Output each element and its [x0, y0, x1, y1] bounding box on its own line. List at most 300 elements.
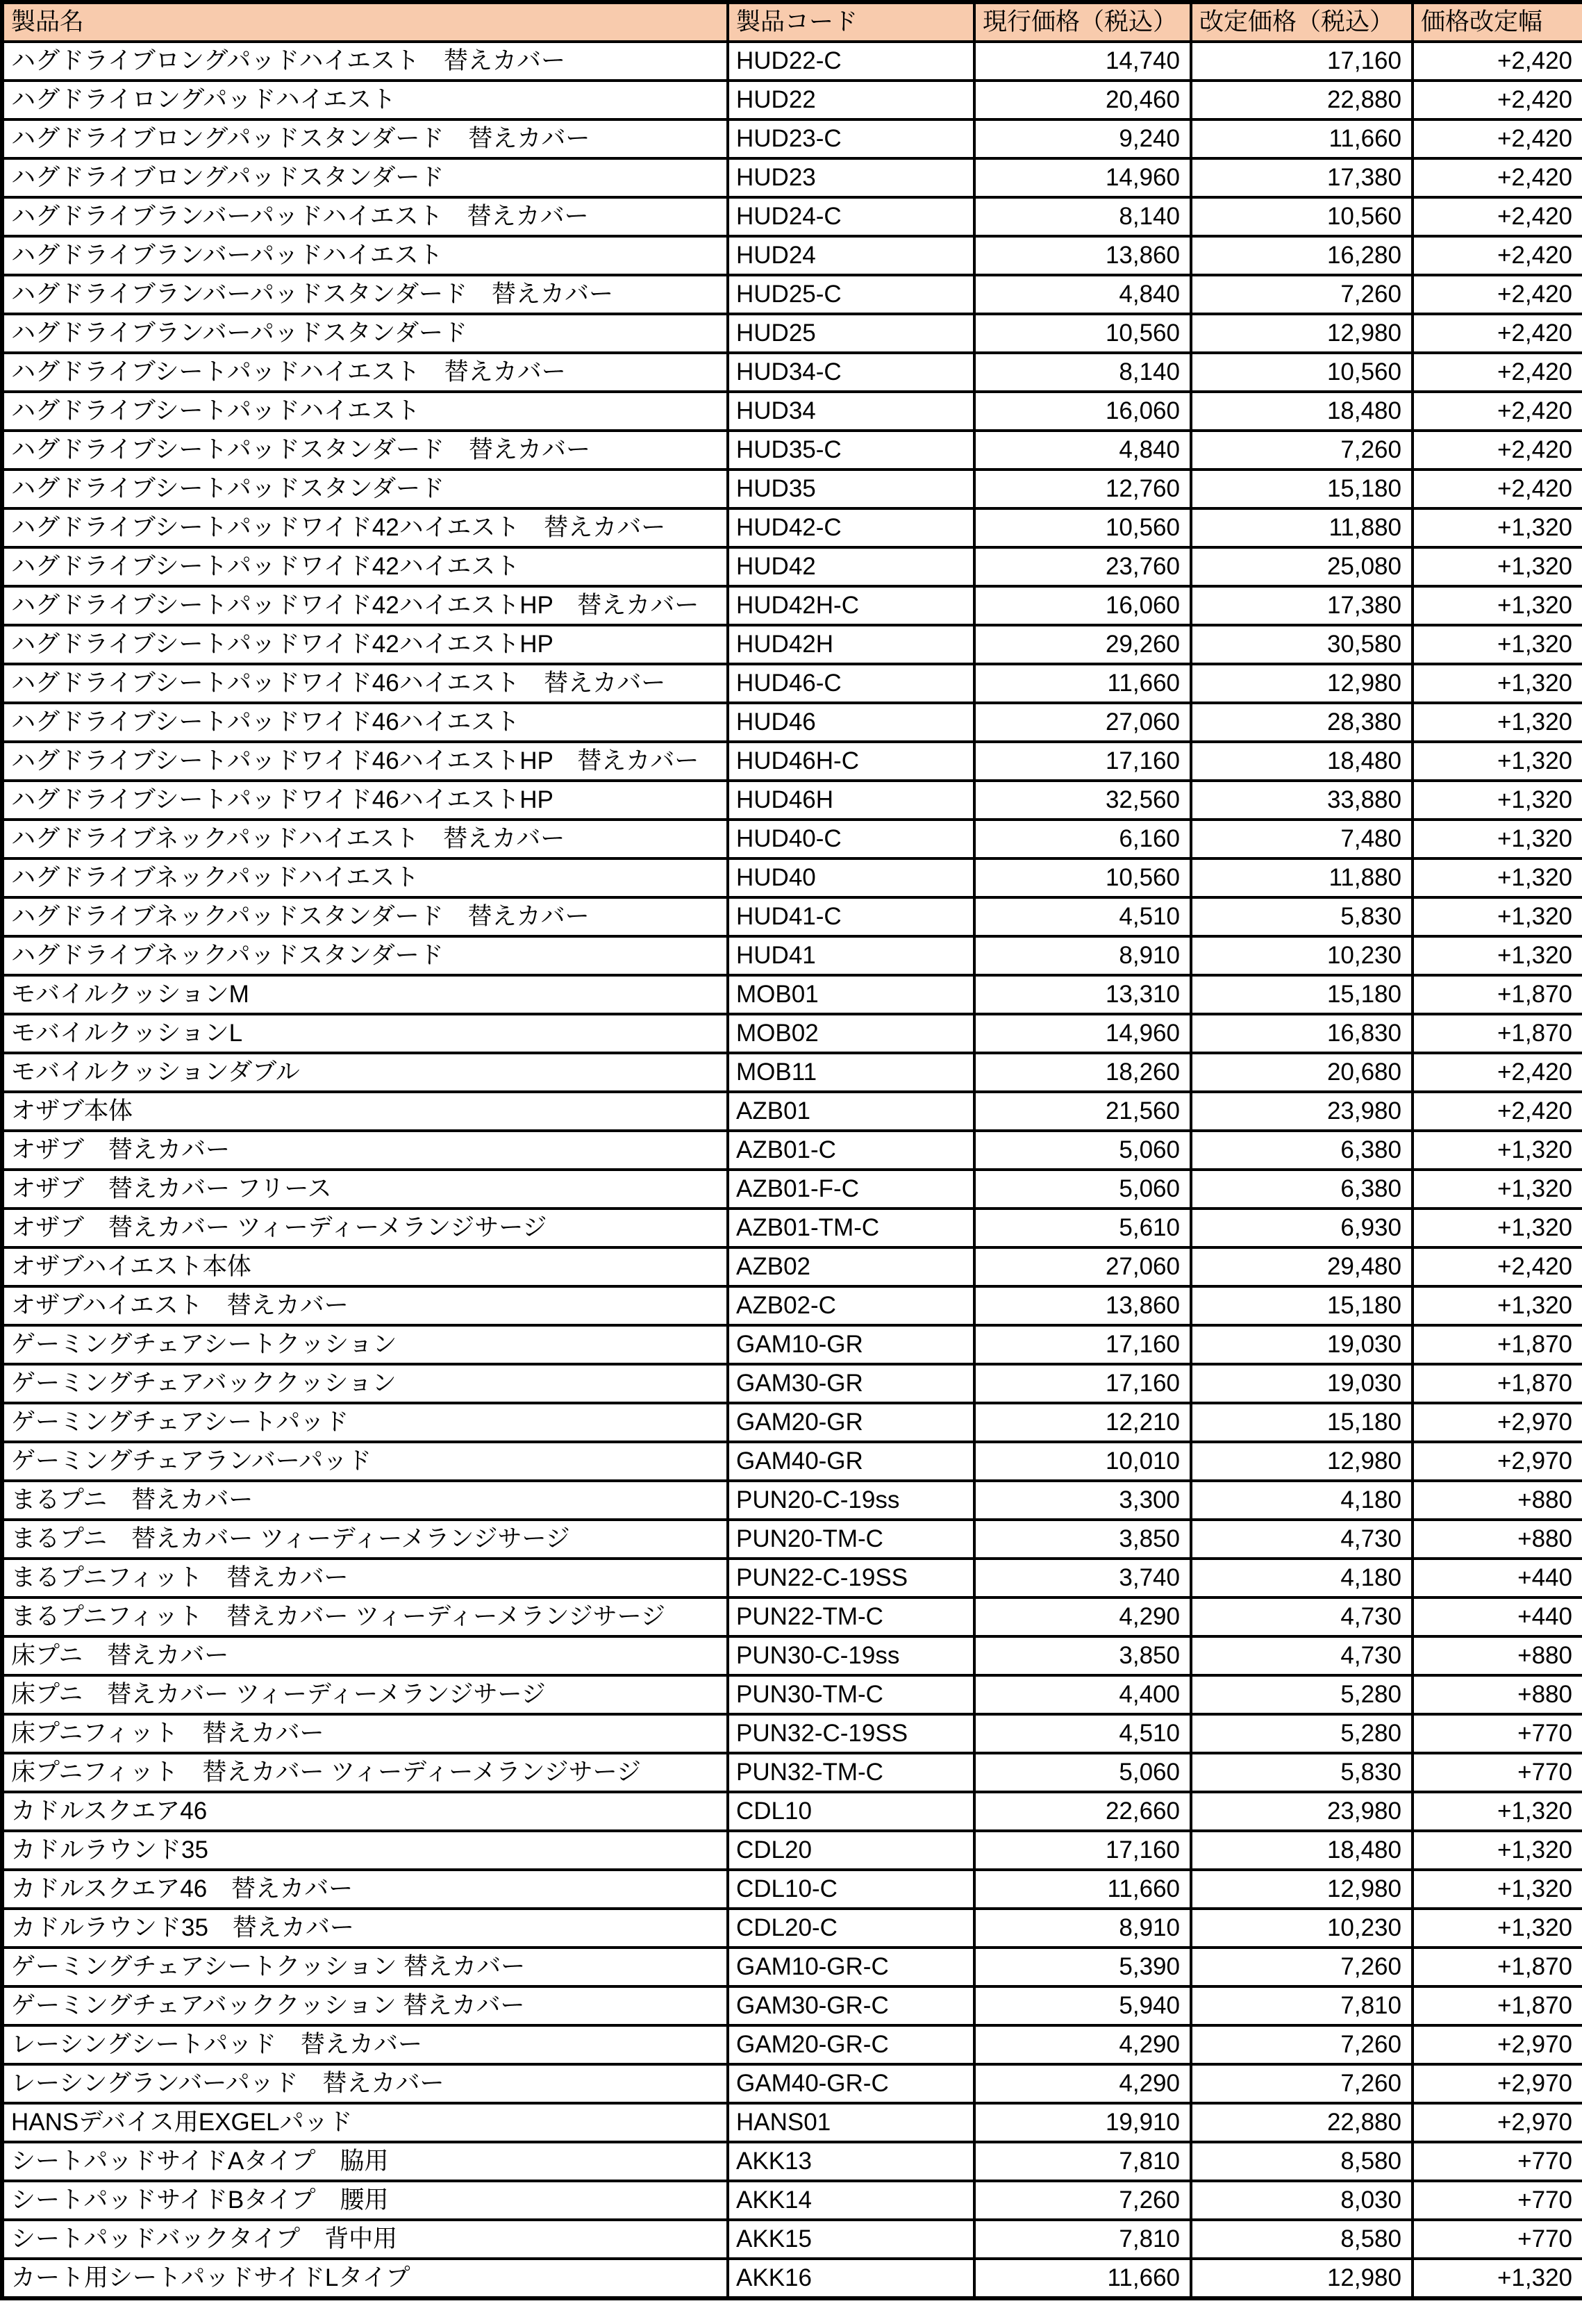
price-change-cell: +440 — [1413, 1559, 1582, 1597]
price-change-cell: +1,320 — [1413, 936, 1582, 975]
header-row — [2, 2, 1582, 42]
product-name-cell: HANSデバイス用EXGELパッド — [2, 2103, 728, 2142]
current-price-cell: 6,160 — [974, 820, 1191, 858]
revised-price-cell: 11,660 — [1191, 119, 1413, 158]
price-change-cell: +2,420 — [1413, 81, 1582, 119]
product-code-cell: HUD41-C — [728, 897, 974, 936]
product-name-cell: 床プニ 替えカバー ツィーディーメランジサージ — [2, 1675, 728, 1714]
price-change-cell: +440 — [1413, 1597, 1582, 1636]
current-price-cell: 10,560 — [974, 858, 1191, 897]
product-code-cell: AZB01-F-C — [728, 1170, 974, 1209]
current-price-cell: 29,260 — [974, 625, 1191, 664]
product-name-cell: オザブ 替えカバー — [2, 1131, 728, 1170]
current-price-cell: 18,260 — [974, 1053, 1191, 1092]
price-change-cell: +2,420 — [1413, 42, 1582, 81]
current-price-cell: 4,290 — [974, 2025, 1191, 2064]
price-change-cell: +2,420 — [1413, 236, 1582, 275]
product-name-cell: ハグドライブシートパッドワイド46ハイエスト 替えカバー — [2, 664, 728, 703]
table-row — [2, 625, 1582, 664]
product-code-cell: HUD35-C — [728, 431, 974, 470]
current-price-cell: 4,290 — [974, 1597, 1191, 1636]
product-code-cell: MOB11 — [728, 1053, 974, 1092]
table-row — [2, 1286, 1582, 1325]
product-code-cell: GAM10-GR-C — [728, 1948, 974, 1986]
product-code-cell: PUN22-C-19SS — [728, 1559, 974, 1597]
price-change-cell: +2,420 — [1413, 275, 1582, 314]
product-code-cell: CDL10-C — [728, 1870, 974, 1909]
price-change-cell: +1,320 — [1413, 1792, 1582, 1831]
price-change-cell: +770 — [1413, 2220, 1582, 2259]
price-change-cell: +1,320 — [1413, 703, 1582, 742]
product-name-cell: まるプニ 替えカバー ツィーディーメランジサージ — [2, 1520, 728, 1559]
price-change-cell: +1,320 — [1413, 858, 1582, 897]
product-name-cell: オザブ 替えカバー ツィーディーメランジサージ — [2, 1209, 728, 1247]
current-price-cell: 8,910 — [974, 1909, 1191, 1948]
product-name-cell: ハグドライブランバーパッドハイエスト — [2, 236, 728, 275]
price-change-cell: +1,870 — [1413, 1325, 1582, 1364]
revised-price-cell: 7,260 — [1191, 431, 1413, 470]
product-name-cell: ゲーミングチェアバッククッション — [2, 1364, 728, 1403]
current-price-cell: 4,840 — [974, 275, 1191, 314]
product-code-cell: HUD42-C — [728, 508, 974, 547]
price-change-cell: +1,320 — [1413, 1209, 1582, 1247]
revised-price-cell: 4,180 — [1191, 1559, 1413, 1597]
current-price-cell: 8,140 — [974, 353, 1191, 392]
product-name-cell: オザブ 替えカバー フリース — [2, 1170, 728, 1209]
price-change-cell: +1,320 — [1413, 508, 1582, 547]
table-row — [2, 197, 1582, 236]
product-name-cell: ハグドライブロングパッドスタンダード — [2, 158, 728, 197]
product-code-cell: PUN20-TM-C — [728, 1520, 974, 1559]
current-price-cell: 19,910 — [974, 2103, 1191, 2142]
product-name-cell: ハグドライブネックパッドスタンダード 替えカバー — [2, 897, 728, 936]
revised-price-cell: 18,480 — [1191, 392, 1413, 431]
product-name-cell: オザブ本体 — [2, 1092, 728, 1131]
table-row — [2, 742, 1582, 781]
table-row — [2, 2220, 1582, 2259]
table-row — [2, 703, 1582, 742]
product-name-cell: ハグドライブシートパッドワイド46ハイエストHP — [2, 781, 728, 820]
price-change-cell: +2,420 — [1413, 1247, 1582, 1286]
product-code-cell: PUN32-TM-C — [728, 1753, 974, 1792]
price-change-cell: +770 — [1413, 1753, 1582, 1792]
revised-price-cell: 28,380 — [1191, 703, 1413, 742]
product-code-cell: GAM40-GR — [728, 1442, 974, 1481]
revised-price-cell: 8,030 — [1191, 2181, 1413, 2220]
current-price-cell: 9,240 — [974, 119, 1191, 158]
product-name-cell: ハグドライブネックパッドスタンダード — [2, 936, 728, 975]
table-row — [2, 781, 1582, 820]
revised-price-cell: 11,880 — [1191, 508, 1413, 547]
product-name-cell: ゲーミングチェアシートクッション — [2, 1325, 728, 1364]
product-code-cell: CDL10 — [728, 1792, 974, 1831]
revised-price-cell: 16,280 — [1191, 236, 1413, 275]
product-name-cell: ハグドライブランバーパッドスタンダード 替えカバー — [2, 275, 728, 314]
table-row — [2, 1442, 1582, 1481]
product-code-cell: HUD35 — [728, 470, 974, 508]
product-name-cell: ハグドライブシートパッドワイド46ハイエストHP 替えカバー — [2, 742, 728, 781]
table-row — [2, 547, 1582, 586]
table-row — [2, 2103, 1582, 2142]
price-change-cell: +2,970 — [1413, 1442, 1582, 1481]
product-code-cell: AZB01-C — [728, 1131, 974, 1170]
revised-price-cell: 19,030 — [1191, 1325, 1413, 1364]
revised-price-cell: 4,180 — [1191, 1481, 1413, 1520]
table-row — [2, 1053, 1582, 1092]
price-change-cell: +2,420 — [1413, 470, 1582, 508]
price-change-cell: +2,420 — [1413, 158, 1582, 197]
revised-price-cell: 33,880 — [1191, 781, 1413, 820]
product-name-cell: 床プニフィット 替えカバー ツィーディーメランジサージ — [2, 1753, 728, 1792]
price-table-header — [2, 2, 1582, 42]
revised-price-cell: 17,380 — [1191, 158, 1413, 197]
current-price-cell: 3,850 — [974, 1520, 1191, 1559]
current-price-cell: 5,060 — [974, 1753, 1191, 1792]
price-change-cell: +1,320 — [1413, 547, 1582, 586]
current-price-cell: 14,960 — [974, 158, 1191, 197]
product-code-cell: PUN30-C-19ss — [728, 1636, 974, 1675]
current-price-cell: 3,850 — [974, 1636, 1191, 1675]
revised-price-cell: 6,930 — [1191, 1209, 1413, 1247]
table-row — [2, 508, 1582, 547]
price-change-cell: +1,320 — [1413, 1909, 1582, 1948]
current-price-cell: 14,740 — [974, 42, 1191, 81]
revised-price-cell: 19,030 — [1191, 1364, 1413, 1403]
current-price-cell: 7,810 — [974, 2142, 1191, 2181]
product-name-cell: モバイルクッションダブル — [2, 1053, 728, 1092]
current-price-cell: 4,510 — [974, 1714, 1191, 1753]
price-change-cell: +2,420 — [1413, 1053, 1582, 1092]
table-row — [2, 1325, 1582, 1364]
revised-price-cell: 10,230 — [1191, 936, 1413, 975]
current-price-cell: 5,060 — [974, 1170, 1191, 1209]
revised-price-cell: 12,980 — [1191, 664, 1413, 703]
price-change-cell: +1,320 — [1413, 664, 1582, 703]
product-name-cell: シートパッドバックタイプ 背中用 — [2, 2220, 728, 2259]
price-change-cell: +1,320 — [1413, 1286, 1582, 1325]
product-name-cell: カドルスクエア46 — [2, 1792, 728, 1831]
price-change-cell: +1,320 — [1413, 781, 1582, 820]
current-price-cell: 27,060 — [974, 1247, 1191, 1286]
table-row — [2, 936, 1582, 975]
table-row — [2, 2064, 1582, 2103]
revised-price-cell: 12,980 — [1191, 1442, 1413, 1481]
revised-price-cell: 12,980 — [1191, 1870, 1413, 1909]
product-code-cell: PUN20-C-19ss — [728, 1481, 974, 1520]
product-name-cell: ゲーミングチェアシートクッション 替えカバー — [2, 1948, 728, 1986]
product-name-cell: オザブハイエスト 替えカバー — [2, 1286, 728, 1325]
current-price-cell: 4,290 — [974, 2064, 1191, 2103]
column-header-product-code: 製品コード — [728, 2, 974, 42]
table-row — [2, 1481, 1582, 1520]
price-change-cell: +1,870 — [1413, 1364, 1582, 1403]
product-code-cell: AKK16 — [728, 2259, 974, 2298]
table-row — [2, 158, 1582, 197]
product-name-cell: ゲーミングチェアシートパッド — [2, 1403, 728, 1442]
price-change-cell: +1,320 — [1413, 586, 1582, 625]
table-row — [2, 858, 1582, 897]
price-change-cell: +1,870 — [1413, 1014, 1582, 1053]
product-name-cell: モバイルクッションL — [2, 1014, 728, 1053]
current-price-cell: 11,660 — [974, 1870, 1191, 1909]
product-name-cell: ハグドライブシートパッドワイド42ハイエスト — [2, 547, 728, 586]
current-price-cell: 5,060 — [974, 1131, 1191, 1170]
product-code-cell: GAM10-GR — [728, 1325, 974, 1364]
price-change-cell: +2,970 — [1413, 2025, 1582, 2064]
product-code-cell: CDL20 — [728, 1831, 974, 1870]
product-name-cell: ゲーミングチェアランバーパッド — [2, 1442, 728, 1481]
product-name-cell: 床プニ 替えカバー — [2, 1636, 728, 1675]
table-row — [2, 820, 1582, 858]
product-code-cell: HUD22-C — [728, 42, 974, 81]
table-row — [2, 2025, 1582, 2064]
current-price-cell: 20,460 — [974, 81, 1191, 119]
product-name-cell: ハグドライブシートパッドワイド42ハイエストHP 替えカバー — [2, 586, 728, 625]
product-name-cell: 床プニフィット 替えカバー — [2, 1714, 728, 1753]
current-price-cell: 8,140 — [974, 197, 1191, 236]
revised-price-cell: 5,830 — [1191, 897, 1413, 936]
table-row — [2, 1870, 1582, 1909]
table-row — [2, 1364, 1582, 1403]
price-change-cell: +1,320 — [1413, 820, 1582, 858]
revised-price-cell: 18,480 — [1191, 742, 1413, 781]
current-price-cell: 14,960 — [974, 1014, 1191, 1053]
price-change-cell: +1,320 — [1413, 742, 1582, 781]
table-row — [2, 586, 1582, 625]
product-code-cell: HUD42H — [728, 625, 974, 664]
product-code-cell: GAM20-GR — [728, 1403, 974, 1442]
current-price-cell: 17,160 — [974, 1325, 1191, 1364]
product-code-cell: CDL20-C — [728, 1909, 974, 1948]
product-code-cell: GAM20-GR-C — [728, 2025, 974, 2064]
table-row — [2, 470, 1582, 508]
price-change-cell: +880 — [1413, 1675, 1582, 1714]
table-row — [2, 1753, 1582, 1792]
table-row — [2, 1209, 1582, 1247]
table-row — [2, 431, 1582, 470]
current-price-cell: 7,260 — [974, 2181, 1191, 2220]
price-change-cell: +2,420 — [1413, 1092, 1582, 1131]
revised-price-cell: 6,380 — [1191, 1170, 1413, 1209]
product-name-cell: モバイルクッションM — [2, 975, 728, 1014]
current-price-cell: 13,860 — [974, 1286, 1191, 1325]
revised-price-cell: 4,730 — [1191, 1597, 1413, 1636]
table-row — [2, 1675, 1582, 1714]
product-code-cell: HUD40 — [728, 858, 974, 897]
current-price-cell: 13,860 — [974, 236, 1191, 275]
table-row — [2, 1520, 1582, 1559]
product-name-cell: まるプニフィット 替えカバー ツィーディーメランジサージ — [2, 1597, 728, 1636]
revised-price-cell: 16,830 — [1191, 1014, 1413, 1053]
product-name-cell: シートパッドサイドBタイプ 腰用 — [2, 2181, 728, 2220]
current-price-cell: 22,660 — [974, 1792, 1191, 1831]
revised-price-cell: 7,260 — [1191, 1948, 1413, 1986]
price-change-cell: +1,320 — [1413, 1170, 1582, 1209]
current-price-cell: 4,840 — [974, 431, 1191, 470]
product-name-cell: ハグドライブロングパッドスタンダード 替えカバー — [2, 119, 728, 158]
current-price-cell: 4,400 — [974, 1675, 1191, 1714]
revised-price-cell: 30,580 — [1191, 625, 1413, 664]
column-header-product-name: 製品名 — [2, 2, 728, 42]
current-price-cell: 27,060 — [974, 703, 1191, 742]
table-row — [2, 1247, 1582, 1286]
revised-price-cell: 10,560 — [1191, 353, 1413, 392]
revised-price-cell: 15,180 — [1191, 1286, 1413, 1325]
price-change-cell: +1,320 — [1413, 1870, 1582, 1909]
product-code-cell: HUD34-C — [728, 353, 974, 392]
table-row — [2, 1714, 1582, 1753]
table-row — [2, 119, 1582, 158]
product-name-cell: ハグドライブランバーパッドハイエスト 替えカバー — [2, 197, 728, 236]
product-code-cell: HUD46 — [728, 703, 974, 742]
product-code-cell: HUD23 — [728, 158, 974, 197]
table-row — [2, 1131, 1582, 1170]
product-code-cell: HUD34 — [728, 392, 974, 431]
price-change-cell: +2,970 — [1413, 2064, 1582, 2103]
product-code-cell: AKK14 — [728, 2181, 974, 2220]
price-change-cell: +2,970 — [1413, 2103, 1582, 2142]
product-code-cell: PUN32-C-19SS — [728, 1714, 974, 1753]
price-change-cell: +2,420 — [1413, 314, 1582, 353]
revised-price-cell: 20,680 — [1191, 1053, 1413, 1092]
product-name-cell: ハグドライブシートパッドワイド46ハイエスト — [2, 703, 728, 742]
price-change-cell: +2,970 — [1413, 1403, 1582, 1442]
current-price-cell: 12,760 — [974, 470, 1191, 508]
product-code-cell: HUD23-C — [728, 119, 974, 158]
current-price-cell: 12,210 — [974, 1403, 1191, 1442]
product-code-cell: AZB02 — [728, 1247, 974, 1286]
revised-price-cell: 4,730 — [1191, 1636, 1413, 1675]
product-name-cell: カドルスクエア46 替えカバー — [2, 1870, 728, 1909]
product-name-cell: ハグドライブロングパッドハイエスト 替えカバー — [2, 42, 728, 81]
current-price-cell: 4,510 — [974, 897, 1191, 936]
price-change-cell: +1,320 — [1413, 2259, 1582, 2298]
table-row — [2, 975, 1582, 1014]
product-code-cell: HUD42 — [728, 547, 974, 586]
current-price-cell: 5,940 — [974, 1986, 1191, 2025]
product-code-cell: HUD42H-C — [728, 586, 974, 625]
revised-price-cell: 5,280 — [1191, 1675, 1413, 1714]
table-row — [2, 1948, 1582, 1986]
product-code-cell: HANS01 — [728, 2103, 974, 2142]
revised-price-cell: 22,880 — [1191, 81, 1413, 119]
table-row — [2, 236, 1582, 275]
product-name-cell: シートパッドサイドAタイプ 脇用 — [2, 2142, 728, 2181]
revised-price-cell: 7,480 — [1191, 820, 1413, 858]
table-row — [2, 1636, 1582, 1675]
revised-price-cell: 12,980 — [1191, 2259, 1413, 2298]
product-code-cell: MOB01 — [728, 975, 974, 1014]
table-row — [2, 392, 1582, 431]
current-price-cell: 32,560 — [974, 781, 1191, 820]
price-change-cell: +770 — [1413, 2142, 1582, 2181]
product-code-cell: PUN22-TM-C — [728, 1597, 974, 1636]
revised-price-cell: 17,380 — [1191, 586, 1413, 625]
current-price-cell: 5,610 — [974, 1209, 1191, 1247]
product-name-cell: まるプニ 替えカバー — [2, 1481, 728, 1520]
table-row — [2, 1792, 1582, 1831]
product-code-cell: HUD46H — [728, 781, 974, 820]
price-change-cell: +880 — [1413, 1636, 1582, 1675]
product-code-cell: HUD46H-C — [728, 742, 974, 781]
price-change-cell: +2,420 — [1413, 353, 1582, 392]
revised-price-cell: 8,580 — [1191, 2142, 1413, 2181]
price-change-cell: +1,320 — [1413, 897, 1582, 936]
revised-price-cell: 18,480 — [1191, 1831, 1413, 1870]
current-price-cell: 10,560 — [974, 314, 1191, 353]
current-price-cell: 3,740 — [974, 1559, 1191, 1597]
product-name-cell: カート用シートパッドサイドLタイプ — [2, 2259, 728, 2298]
current-price-cell: 16,060 — [974, 586, 1191, 625]
table-row — [2, 1092, 1582, 1131]
current-price-cell: 11,660 — [974, 664, 1191, 703]
table-row — [2, 353, 1582, 392]
revised-price-cell: 15,180 — [1191, 470, 1413, 508]
current-price-cell: 17,160 — [974, 1364, 1191, 1403]
revised-price-cell: 10,230 — [1191, 1909, 1413, 1948]
price-change-cell: +1,870 — [1413, 975, 1582, 1014]
product-name-cell: レーシングランバーパッド 替えカバー — [2, 2064, 728, 2103]
product-name-cell: ハグドライブシートパッドハイエスト — [2, 392, 728, 431]
current-price-cell: 16,060 — [974, 392, 1191, 431]
price-change-cell: +1,320 — [1413, 625, 1582, 664]
revised-price-cell: 10,560 — [1191, 197, 1413, 236]
table-row — [2, 1831, 1582, 1870]
revised-price-cell: 23,980 — [1191, 1792, 1413, 1831]
price-change-cell: +2,420 — [1413, 431, 1582, 470]
product-name-cell: ハグドライブシートパッドハイエスト 替えカバー — [2, 353, 728, 392]
product-name-cell: ハグドライブシートパッドスタンダード — [2, 470, 728, 508]
product-name-cell: カドルラウンド35 替えカバー — [2, 1909, 728, 1948]
table-row — [2, 897, 1582, 936]
table-row — [2, 42, 1582, 81]
product-name-cell: ハグドライブランバーパッドスタンダード — [2, 314, 728, 353]
product-code-cell: PUN30-TM-C — [728, 1675, 974, 1714]
current-price-cell: 5,390 — [974, 1948, 1191, 1986]
table-row — [2, 81, 1582, 119]
revised-price-cell: 23,980 — [1191, 1092, 1413, 1131]
column-header-price-change: 価格改定幅 — [1413, 2, 1582, 42]
table-row — [2, 2259, 1582, 2298]
current-price-cell: 10,560 — [974, 508, 1191, 547]
table-row — [2, 2142, 1582, 2181]
product-code-cell: AKK15 — [728, 2220, 974, 2259]
column-header-revised-price: 改定価格（税込） — [1191, 2, 1413, 42]
table-row — [2, 2181, 1582, 2220]
current-price-cell: 11,660 — [974, 2259, 1191, 2298]
price-change-cell: +2,420 — [1413, 197, 1582, 236]
price-change-cell: +1,320 — [1413, 1831, 1582, 1870]
product-code-cell: HUD24-C — [728, 197, 974, 236]
current-price-cell: 8,910 — [974, 936, 1191, 975]
revised-price-cell: 17,160 — [1191, 42, 1413, 81]
product-code-cell: HUD25-C — [728, 275, 974, 314]
revised-price-cell: 6,380 — [1191, 1131, 1413, 1170]
current-price-cell: 17,160 — [974, 742, 1191, 781]
product-name-cell: ハグドライブシートパッドワイド42ハイエスト 替えカバー — [2, 508, 728, 547]
product-code-cell: HUD25 — [728, 314, 974, 353]
product-code-cell: AZB01-TM-C — [728, 1209, 974, 1247]
product-name-cell: ゲーミングチェアバッククッション 替えカバー — [2, 1986, 728, 2025]
revised-price-cell: 22,880 — [1191, 2103, 1413, 2142]
current-price-cell: 13,310 — [974, 975, 1191, 1014]
product-code-cell: HUD22 — [728, 81, 974, 119]
product-name-cell: レーシングシートパッド 替えカバー — [2, 2025, 728, 2064]
revised-price-cell: 7,260 — [1191, 2064, 1413, 2103]
product-code-cell: HUD24 — [728, 236, 974, 275]
product-name-cell: まるプニフィット 替えカバー — [2, 1559, 728, 1597]
revised-price-cell: 12,980 — [1191, 314, 1413, 353]
